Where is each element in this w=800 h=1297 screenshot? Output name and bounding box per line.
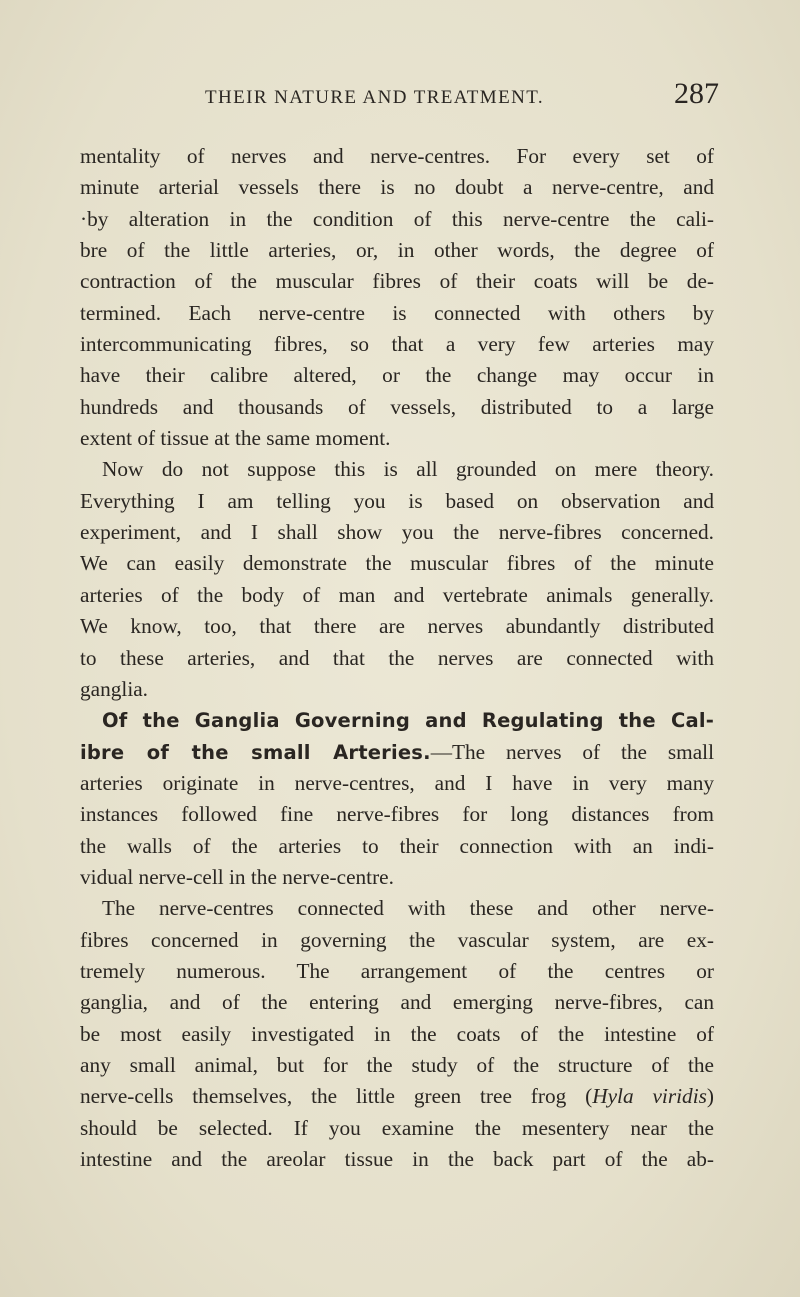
text-line: vidual nerve-cell in the nerve-centre. — [80, 864, 394, 889]
text-line: ganglia, and of the entering and emerging nerve-fibres, can — [80, 990, 714, 1015]
text-line: Everything I am telling you is based on observation and — [80, 488, 714, 513]
running-title: THEIR NATURE AND TREATMENT. — [205, 87, 544, 108]
text-line: contraction of the muscular fibres of their coats will be de- — [80, 269, 714, 294]
section-heading-cont: ibre of the small Arteries. — [80, 740, 431, 764]
species-name: Hyla viridis — [592, 1084, 707, 1109]
text-line: to these arteries, and that the nerves are connected with — [80, 645, 714, 670]
text-line: intestine and the areolar tissue in the back part of the ab- — [80, 1147, 714, 1171]
text-line: The nerve-centres connected with these and other nerve- — [102, 896, 714, 921]
frog-text: nerve-cells themselves, the little green tree frog ( — [80, 1084, 593, 1109]
text-line: hundreds and thousands of vessels, distributed to a large — [80, 394, 714, 419]
text-line: arteries of the body of man and vertebrate animals generally. — [80, 582, 714, 607]
section-heading: Of the Ganglia Governing and Regulating the Cal- — [102, 709, 714, 733]
text-line: tremely numerous. The arrangement of the centres or — [80, 958, 714, 983]
text-line: fibres concerned in governing the vascular system, are ex- — [80, 927, 714, 952]
text-line: mentality of nerves and nerve-centres. For every set of — [80, 144, 714, 168]
paragraph-3 — [80, 893, 714, 1175]
text-line: We know, too, that there are nerves abundantly distributed — [80, 614, 714, 639]
text-line: minute arterial vessels there is no doubt a nerve-centre, and — [80, 175, 714, 200]
text-line: experiment, and I shall show you the nerve-fibres concerned. — [80, 520, 714, 545]
text-line: ganglia. — [80, 676, 149, 701]
text-line: bre of the little arteries, or, in other words, the degree of — [80, 238, 714, 263]
text-line: the walls of the arteries to their connection with an indi- — [80, 833, 714, 858]
text-line: termined. Each nerve-centre is connected with others by — [80, 300, 714, 325]
text-line: We can easily demonstrate the muscular fibres of the minute — [80, 551, 714, 576]
text-line: instances followed fine nerve-fibres for long distances from — [80, 802, 714, 827]
text-line: intercommunicating fibres, so that a very few arteries may — [80, 332, 714, 357]
text-line — [80, 737, 714, 768]
frog-close: ) — [706, 1084, 714, 1109]
text-line: arteries originate in nerve-centres, and I have in very many — [80, 770, 714, 795]
text-line: ·by alteration in the condition of this nerve-centre the cali- — [80, 206, 714, 231]
paragraph-1 — [80, 141, 714, 454]
section-intro: —The nerves of the small — [430, 739, 714, 764]
page-header — [78, 77, 719, 123]
text-line: have their calibre altered, or the change may occur in — [80, 363, 714, 388]
text-line: be most easily investigated in the coats of the intestine of — [80, 1021, 714, 1046]
paragraph-2 — [80, 454, 714, 705]
text-line: extent of tissue at the same moment. — [80, 426, 391, 451]
body-text — [80, 141, 714, 1175]
section-heading-line — [80, 705, 714, 736]
page-number: 287 — [674, 77, 719, 110]
section-ganglia — [80, 705, 714, 893]
text-line: Now do not suppose this is all grounded on mere theory. — [102, 457, 714, 482]
text-line: any small animal, but for the study of the structure of the — [80, 1052, 714, 1077]
text-line — [80, 1081, 714, 1112]
text-line: should be selected. If you examine the mesentery near the — [80, 1115, 714, 1140]
